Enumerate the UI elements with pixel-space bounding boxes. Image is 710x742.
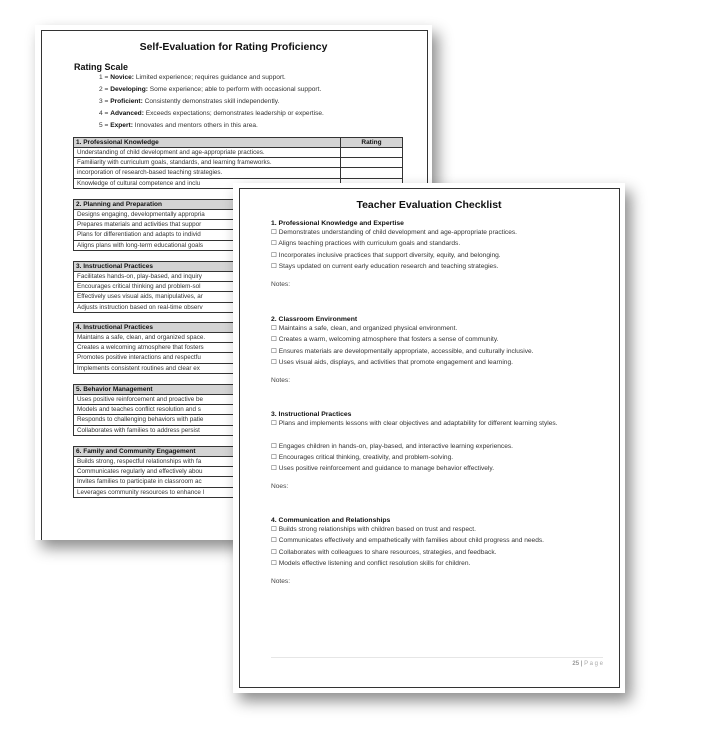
rating-scale-item	[99, 98, 279, 105]
criterion-cell: Knowledge of cultural competence and inclu	[74, 178, 341, 188]
section-header: 6. Family and Community Engagement	[74, 447, 341, 457]
checkbox[interactable]: ☐	[271, 559, 277, 567]
checklist-item	[271, 463, 601, 474]
notes-label: Notes:	[271, 377, 291, 385]
criterion-cell: Prepares materials and activities that suppor	[74, 219, 341, 229]
page-title: Teacher Evaluation Checklist	[356, 199, 502, 211]
checkbox[interactable]: ☐	[271, 251, 277, 259]
section-header: 4. Instructional Practices	[74, 323, 341, 333]
checkbox[interactable]: ☐	[271, 229, 277, 236]
criterion-cell: Responds to challenging behaviors with patie	[74, 415, 341, 425]
scale-description: Limited experience; requires guidance and support.	[134, 74, 286, 81]
checkbox[interactable]: ☐	[271, 262, 277, 270]
checklist-item	[271, 250, 601, 261]
section-heading: 2. Classroom Environment	[271, 316, 358, 323]
checkbox[interactable]: ☐	[271, 336, 277, 344]
notes-label: Noes:	[271, 483, 289, 491]
rating-table	[73, 137, 403, 189]
checklist-item	[271, 261, 601, 272]
checklist-item-text: Incorporates inclusive practices that support diversity, equity, and belonging.	[278, 251, 501, 259]
checklist-item	[271, 547, 601, 558]
scale-description: Exceeds expectations; demonstrates leadership or expertise.	[143, 110, 324, 117]
page-label: P a g e	[584, 661, 603, 667]
checkbox[interactable]: ☐	[271, 465, 277, 473]
checklist-item-text: Builds strong relationships with children based on trust and respect.	[278, 526, 476, 533]
checklist-item-text: Plans and implements lessons with clear objectives and adaptability for different learning styles.	[278, 420, 558, 427]
scale-label: Expert:	[110, 122, 133, 129]
checklist-item	[271, 558, 601, 569]
checklist-item-text: Encourages critical thinking, creativity, and problem-solving.	[278, 453, 454, 461]
criterion-cell: Leverages community resources to enhance l	[74, 487, 341, 497]
criterion-cell: Invites families to participate in classroom ac	[74, 477, 341, 487]
scale-description: Some experience; able to perform with occasional support.	[147, 86, 322, 93]
checklist-item-text: Engages children in hands-on, play-based, and interactive learning experiences.	[278, 442, 513, 450]
checklist-item-text: Stays updated on current early education research and teaching strategies.	[278, 262, 499, 270]
teacher-checklist-page	[233, 183, 625, 693]
checklist-item	[271, 238, 601, 249]
scale-label: Developing:	[110, 86, 148, 93]
table-row	[74, 157, 403, 167]
section-header: 5. Behavior Management	[74, 385, 341, 395]
checkbox[interactable]: ☐	[271, 240, 277, 248]
checklist-item-text: Maintains a safe, clean, and organized physical environment.	[278, 325, 458, 332]
scale-number: 4 =	[99, 110, 111, 117]
notes-label: Notes:	[271, 578, 291, 586]
criterion-cell: Models and teaches conflict resolution and s	[74, 404, 341, 414]
checkbox[interactable]: ☐	[271, 548, 277, 556]
criterion-cell: Implements consistent routines and clear ex	[74, 363, 341, 373]
section-header: 2. Planning and Preparation	[74, 200, 341, 210]
page-footer	[572, 661, 603, 667]
criterion-cell: Uses positive reinforcement and proactive be	[74, 394, 341, 404]
criterion-cell: incorporation of research-based teaching strategies.	[74, 168, 341, 178]
checklist-item-text: Models effective listening and conflict resolution skills for children.	[278, 559, 471, 567]
checklist-item	[271, 227, 601, 238]
rating-scale-item	[99, 122, 258, 129]
rating-cell[interactable]	[341, 168, 403, 178]
rating-scale-item	[99, 74, 286, 81]
rating-scale-heading: Rating Scale	[74, 62, 129, 72]
checkbox[interactable]: ☐	[271, 420, 277, 427]
checklist-item-text: Creates a warm, welcoming atmosphere that fosters a sense of community.	[278, 336, 499, 344]
rating-cell[interactable]	[341, 147, 403, 157]
rating-cell[interactable]	[341, 157, 403, 167]
checklist-item	[271, 441, 601, 452]
rating-scale-item	[99, 86, 321, 93]
criterion-cell: Promotes positive interactions and respectfu	[74, 353, 341, 363]
scale-number: 2 =	[99, 86, 111, 93]
criterion-cell: Encourages critical thinking and problem-sol	[74, 281, 341, 291]
scale-label: Advanced:	[110, 110, 144, 117]
rating-scale-item	[99, 110, 324, 117]
criterion-cell: Designs engaging, developmentally appropria	[74, 209, 341, 219]
checkbox[interactable]: ☐	[271, 325, 277, 332]
checklist-item-text: Aligns teaching practices with curriculum goals and standards.	[278, 240, 461, 248]
criterion-cell: Facilitates hands-on, play-based, and inquiry	[74, 271, 341, 281]
section-heading: 1. Professional Knowledge and Expertise	[271, 220, 404, 227]
checklist-item-text: Communicates effectively and empathetically with families about child progress and needs.	[278, 537, 544, 545]
section-header: 3. Instructional Practices	[74, 262, 341, 272]
footer-separator: |	[579, 661, 585, 667]
checklist-item-text: Ensures materials are developmentally appropriate, accessible, and culturally inclusive.	[278, 347, 534, 355]
table-row	[74, 147, 403, 157]
footer-divider	[271, 657, 603, 658]
checkbox[interactable]: ☐	[271, 358, 277, 366]
checklist-item-text: Uses visual aids, displays, and activities that promote engagement and learning.	[278, 358, 513, 366]
scale-description: Innovates and mentors others in this area.	[132, 122, 258, 129]
table-row	[74, 168, 403, 178]
page-title: Self-Evaluation for Rating Proficiency	[139, 41, 328, 53]
checklist-item	[271, 323, 601, 334]
scale-number: 1 =	[99, 74, 111, 81]
notes-label: Notes:	[271, 281, 291, 289]
criterion-cell: Plans for differentiation and adapts to individ	[74, 230, 341, 240]
criterion-cell: Creates a welcoming atmosphere that fosters	[74, 342, 341, 352]
checklist-item	[271, 452, 601, 463]
checkbox[interactable]: ☐	[271, 347, 277, 355]
rating-column-header: Rating	[341, 138, 403, 148]
checkbox[interactable]: ☐	[271, 526, 277, 533]
checklist-item-text: Demonstrates understanding of child development and age-appropriate practices.	[278, 229, 518, 236]
criterion-cell: Understanding of child development and age-appropriate practices.	[74, 147, 341, 157]
scale-label: Proficient:	[110, 98, 143, 105]
checkbox[interactable]: ☐	[271, 453, 277, 461]
criterion-cell: Maintains a safe, clean, and organized space.	[74, 332, 341, 342]
checklist-item	[271, 524, 601, 535]
scale-number: 5 =	[99, 122, 111, 129]
checkbox[interactable]: ☐	[271, 442, 277, 450]
criterion-cell: Builds strong, respectful relationships with fa	[74, 456, 341, 466]
section-header: 1. Professional Knowledge	[74, 138, 341, 148]
checklist-item	[271, 535, 601, 546]
scale-label: Novice:	[110, 74, 135, 81]
criterion-cell: Communicates regularly and effectively abou	[74, 466, 341, 476]
checklist-item	[271, 346, 601, 357]
criterion-cell: Effectively uses visual aids, manipulatives, ar	[74, 292, 341, 302]
section-heading: 3. Instructional Practices	[271, 411, 352, 418]
scale-number: 3 =	[99, 98, 111, 105]
page-number: 25	[572, 661, 580, 667]
criterion-cell: Familiarity with curriculum goals, standards, and learning frameworks.	[74, 157, 341, 167]
criterion-cell: Collaborates with families to address persist	[74, 425, 341, 435]
section-heading: 4. Communication and Relationships	[271, 517, 391, 524]
scale-description: Consistently demonstrates skill independently.	[142, 98, 280, 105]
checklist-item-text: Uses positive reinforcement and guidance to manage behavior effectively.	[278, 465, 495, 473]
checklist-item-text: Collaborates with colleagues to share resources, strategies, and feedback.	[278, 548, 497, 556]
checklist-item	[271, 334, 601, 345]
checklist-item	[271, 418, 601, 429]
criterion-cell: Adjusts instruction based on real-time observ	[74, 302, 341, 312]
checkbox[interactable]: ☐	[271, 537, 277, 545]
criterion-cell: Aligns plans with long-term educational goals	[74, 240, 341, 250]
checklist-item	[271, 357, 601, 368]
